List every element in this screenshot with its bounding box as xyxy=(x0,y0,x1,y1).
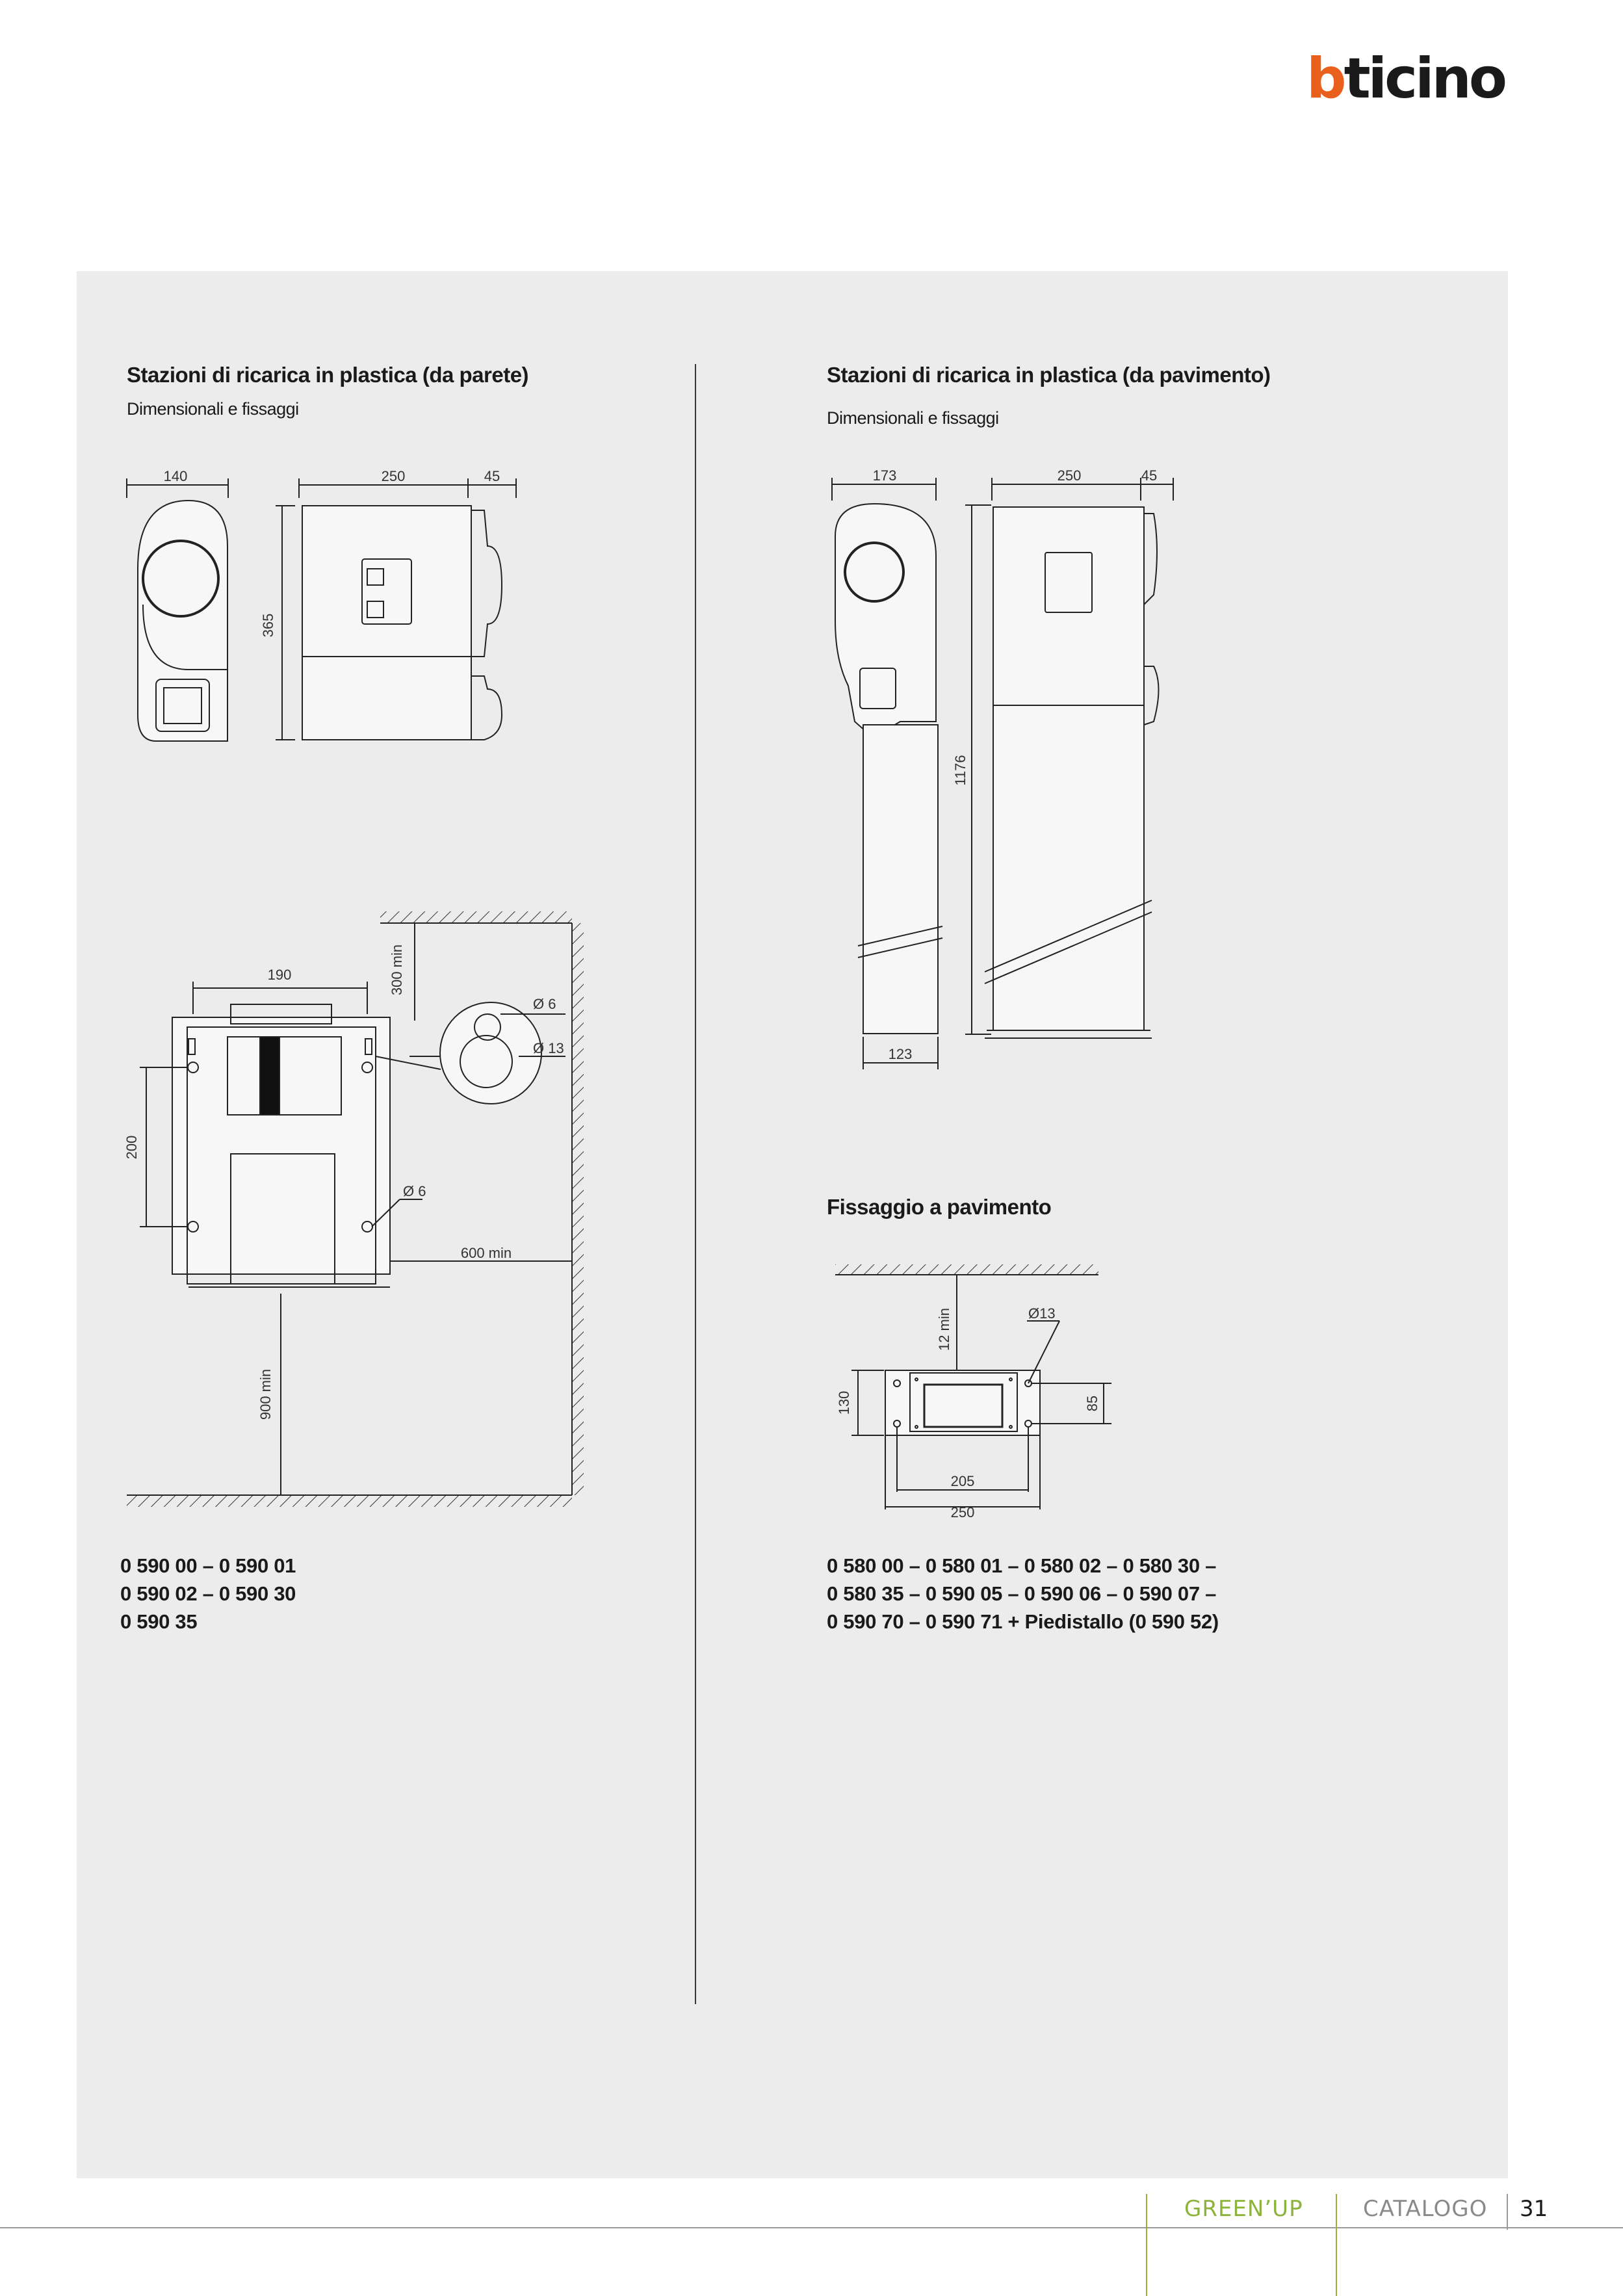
left-code-line: 0 590 02 – 0 590 30 xyxy=(120,1582,296,1605)
left-subtitle: Dimensionali e fissaggi xyxy=(127,399,299,419)
dim-45: 45 xyxy=(484,468,500,484)
dim-173: 173 xyxy=(872,467,897,484)
dim-45-floor: 45 xyxy=(1141,467,1158,484)
floor-fixing-title: Fissaggio a pavimento xyxy=(827,1195,1052,1219)
dim-phi6-hole: Ø 6 xyxy=(403,1183,426,1199)
left-code-line: 0 590 35 xyxy=(120,1610,198,1633)
dim-900-min: 900 min xyxy=(257,1368,274,1420)
dim-phi13-floor: Ø13 xyxy=(1028,1305,1056,1322)
dim-190: 190 xyxy=(267,967,292,983)
wall-fixing-drawing xyxy=(117,897,611,1515)
dim-130: 130 xyxy=(836,1390,852,1415)
bticino-logo xyxy=(1306,46,1505,111)
right-code-line: 0 580 00 – 0 580 01 – 0 580 02 – 0 580 30 – xyxy=(827,1554,1217,1577)
page-number: 31 xyxy=(1520,2196,1548,2222)
dim-1176: 1176 xyxy=(952,755,968,786)
dim-250-fix: 250 xyxy=(950,1504,975,1520)
floor-station-drawing xyxy=(819,465,1183,1082)
floor-fixing-drawing xyxy=(825,1261,1124,1521)
dim-phi6-detail: Ø 6 xyxy=(533,996,556,1012)
dim-12-min: 12 min xyxy=(936,1307,952,1351)
right-codes xyxy=(827,1552,1219,1636)
wall-station-drawing xyxy=(117,455,533,767)
left-codes xyxy=(120,1552,296,1636)
dim-phi13-detail: Ø 13 xyxy=(533,1040,564,1056)
dim-140: 140 xyxy=(163,468,188,484)
footer-separator xyxy=(1146,2194,1147,2296)
left-code-line: 0 590 00 – 0 590 01 xyxy=(120,1554,296,1577)
dim-85: 85 xyxy=(1084,1395,1100,1412)
logo-text: ticino xyxy=(1344,46,1505,111)
dim-205: 205 xyxy=(950,1473,975,1489)
dim-250: 250 xyxy=(381,468,406,484)
right-code-line: 0 580 35 – 0 590 05 – 0 590 06 – 0 590 07 – xyxy=(827,1582,1217,1605)
footer-rule xyxy=(0,2227,1623,2228)
right-title: Stazioni di ricarica in plastica (da pavimento) xyxy=(827,363,1271,387)
column-divider xyxy=(695,364,696,2004)
right-code-line: 0 590 70 – 0 590 71 + Piedistallo (0 590 52) xyxy=(827,1610,1219,1633)
dim-200: 200 xyxy=(123,1135,140,1160)
dim-123: 123 xyxy=(888,1046,913,1062)
left-title: Stazioni di ricarica in plastica (da parete) xyxy=(127,363,529,387)
logo-accent: b xyxy=(1306,46,1344,111)
footer-separator xyxy=(1336,2194,1337,2296)
footer-separator xyxy=(1507,2194,1508,2230)
footer-tab-greenup[interactable]: GREEN’UP xyxy=(1184,2196,1303,2222)
footer-tab-catalogo[interactable]: CATALOGO xyxy=(1363,2196,1488,2222)
right-subtitle: Dimensionali e fissaggi xyxy=(827,408,999,428)
dim-365: 365 xyxy=(260,613,276,638)
dim-250-floor: 250 xyxy=(1057,467,1082,484)
dim-300-min: 300 min xyxy=(389,944,405,996)
dim-600-min: 600 min xyxy=(460,1245,512,1261)
